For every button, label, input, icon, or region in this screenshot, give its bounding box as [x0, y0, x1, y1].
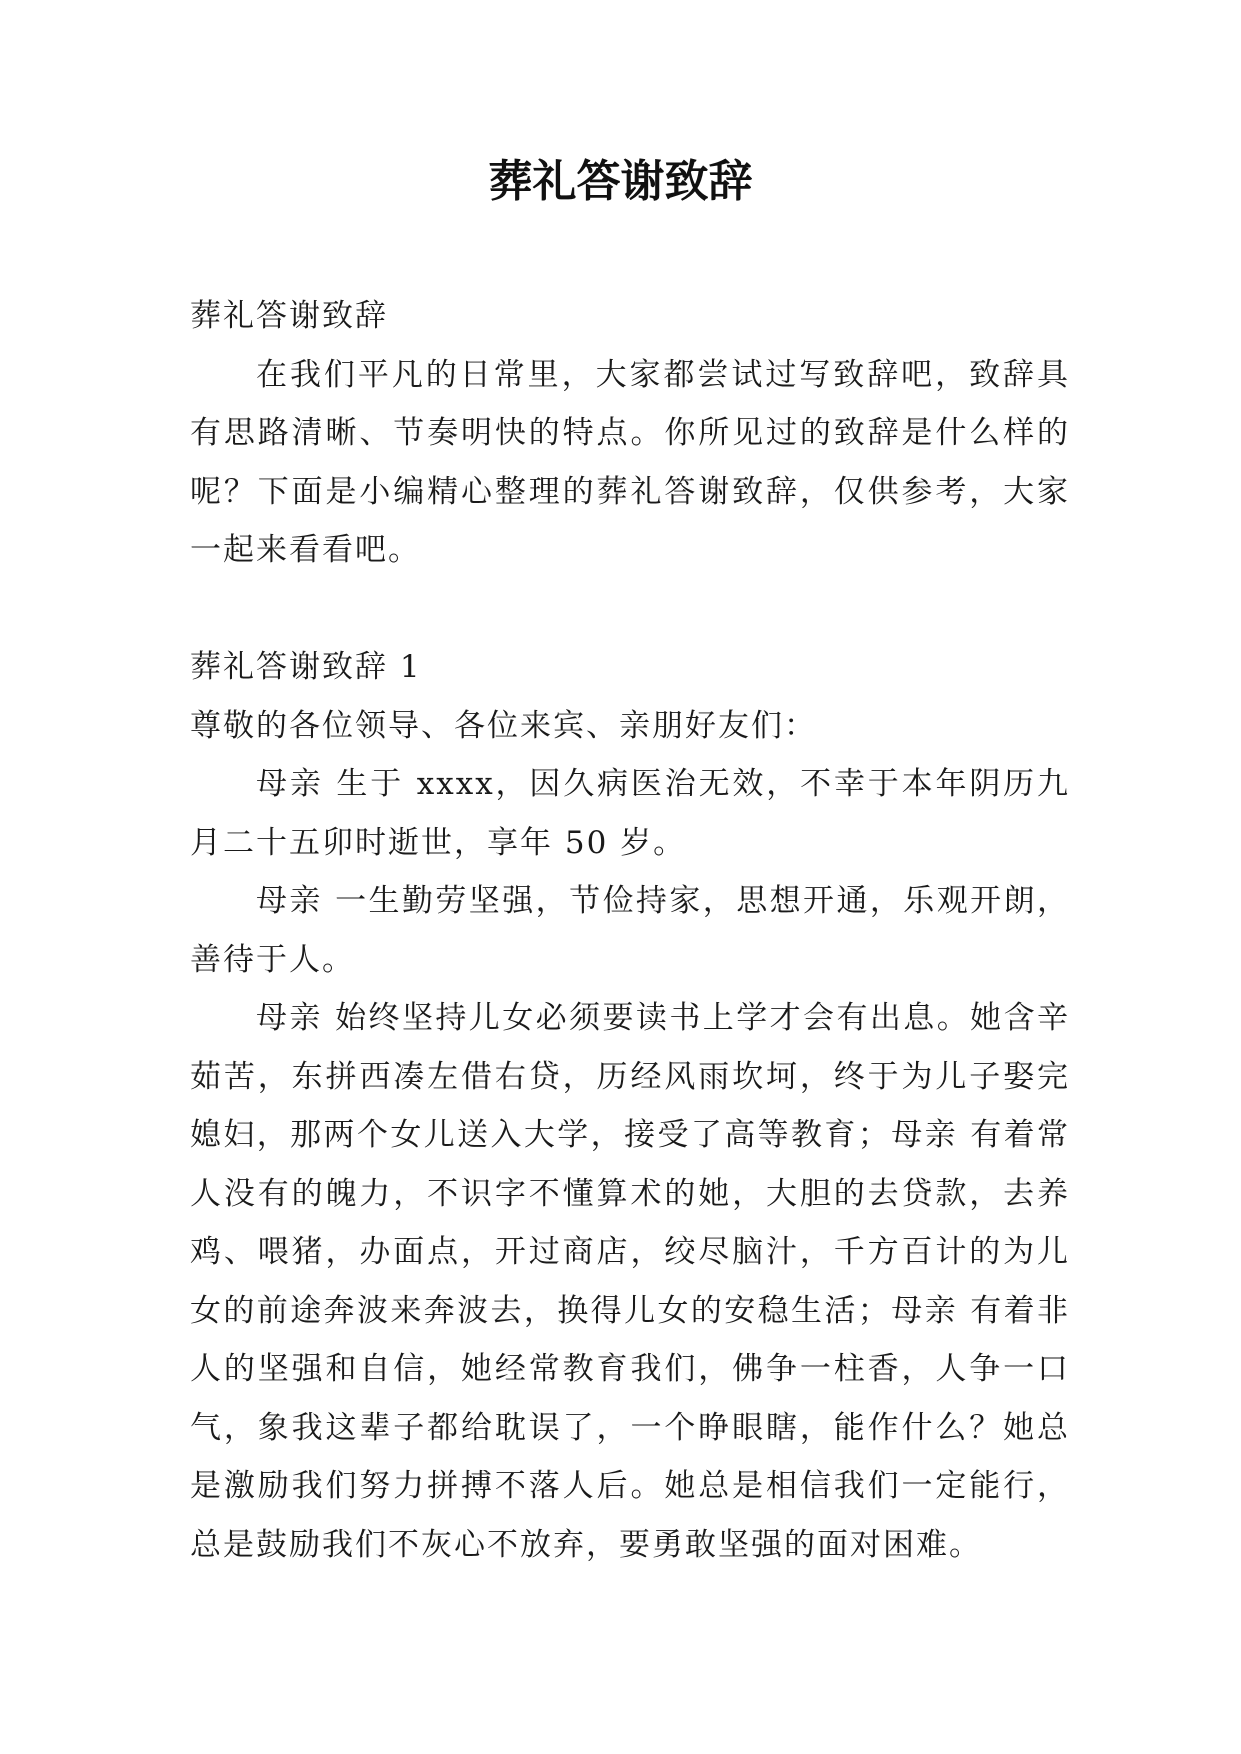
body-paragraph-3: 母亲 始终坚持儿女必须要读书上学才会有出息。她含辛茹苦，东拼西凑左借右贷，历经风雨坎坷，终于为儿子娶完媳妇，那两个女儿送入大学，接受了高等教育；母亲 有着常人没有的魄力，不识字不懂算术的她，大胆的去贷款，去养鸡、喂猪，办面点，开过商店，绞尽脑汁，千方百计的为儿女的前途奔波来奔波去，换得儿女的安稳生活；母亲 有着非人的坚强和自信，她经常教育我们，佛争一柱香，人争一口气，象我这辈子都给耽误了，一个睁眼瞎，能作什么？她总是激励我们努力拼搏不落人后。她总是相信我们一定能行，总是鼓励我们不灰心不放弃，要勇敢坚强的面对困难。	[190, 1000, 1070, 1563]
body-paragraph-2: 母亲 一生勤劳坚强，节俭持家，思想开通，乐观开朗，善待于人。	[190, 883, 1070, 978]
section-heading: 葬礼答谢致辞 1	[190, 649, 422, 685]
document-body	[190, 287, 1070, 1574]
intro-paragraph: 在我们平凡的日常里，大家都尝试过写致辞吧，致辞具有思路清晰、节奏明快的特点。你所见过的致辞是什么样的呢？下面是小编精心整理的葬礼答谢致辞，仅供参考，大家一起来看看吧。	[190, 356, 1070, 568]
document-subtitle: 葬礼答谢致辞	[190, 298, 388, 334]
paragraph-spacer	[190, 580, 1070, 639]
body-paragraph-1: 母亲 生于 xxxx，因久病医治无效，不幸于本年阴历九月二十五卯时逝世，享年 50 岁。	[190, 766, 1070, 861]
salutation: 尊敬的各位领导、各位来宾、亲朋好友们：	[190, 707, 817, 744]
page-title: 葬礼答谢致辞	[488, 156, 753, 207]
